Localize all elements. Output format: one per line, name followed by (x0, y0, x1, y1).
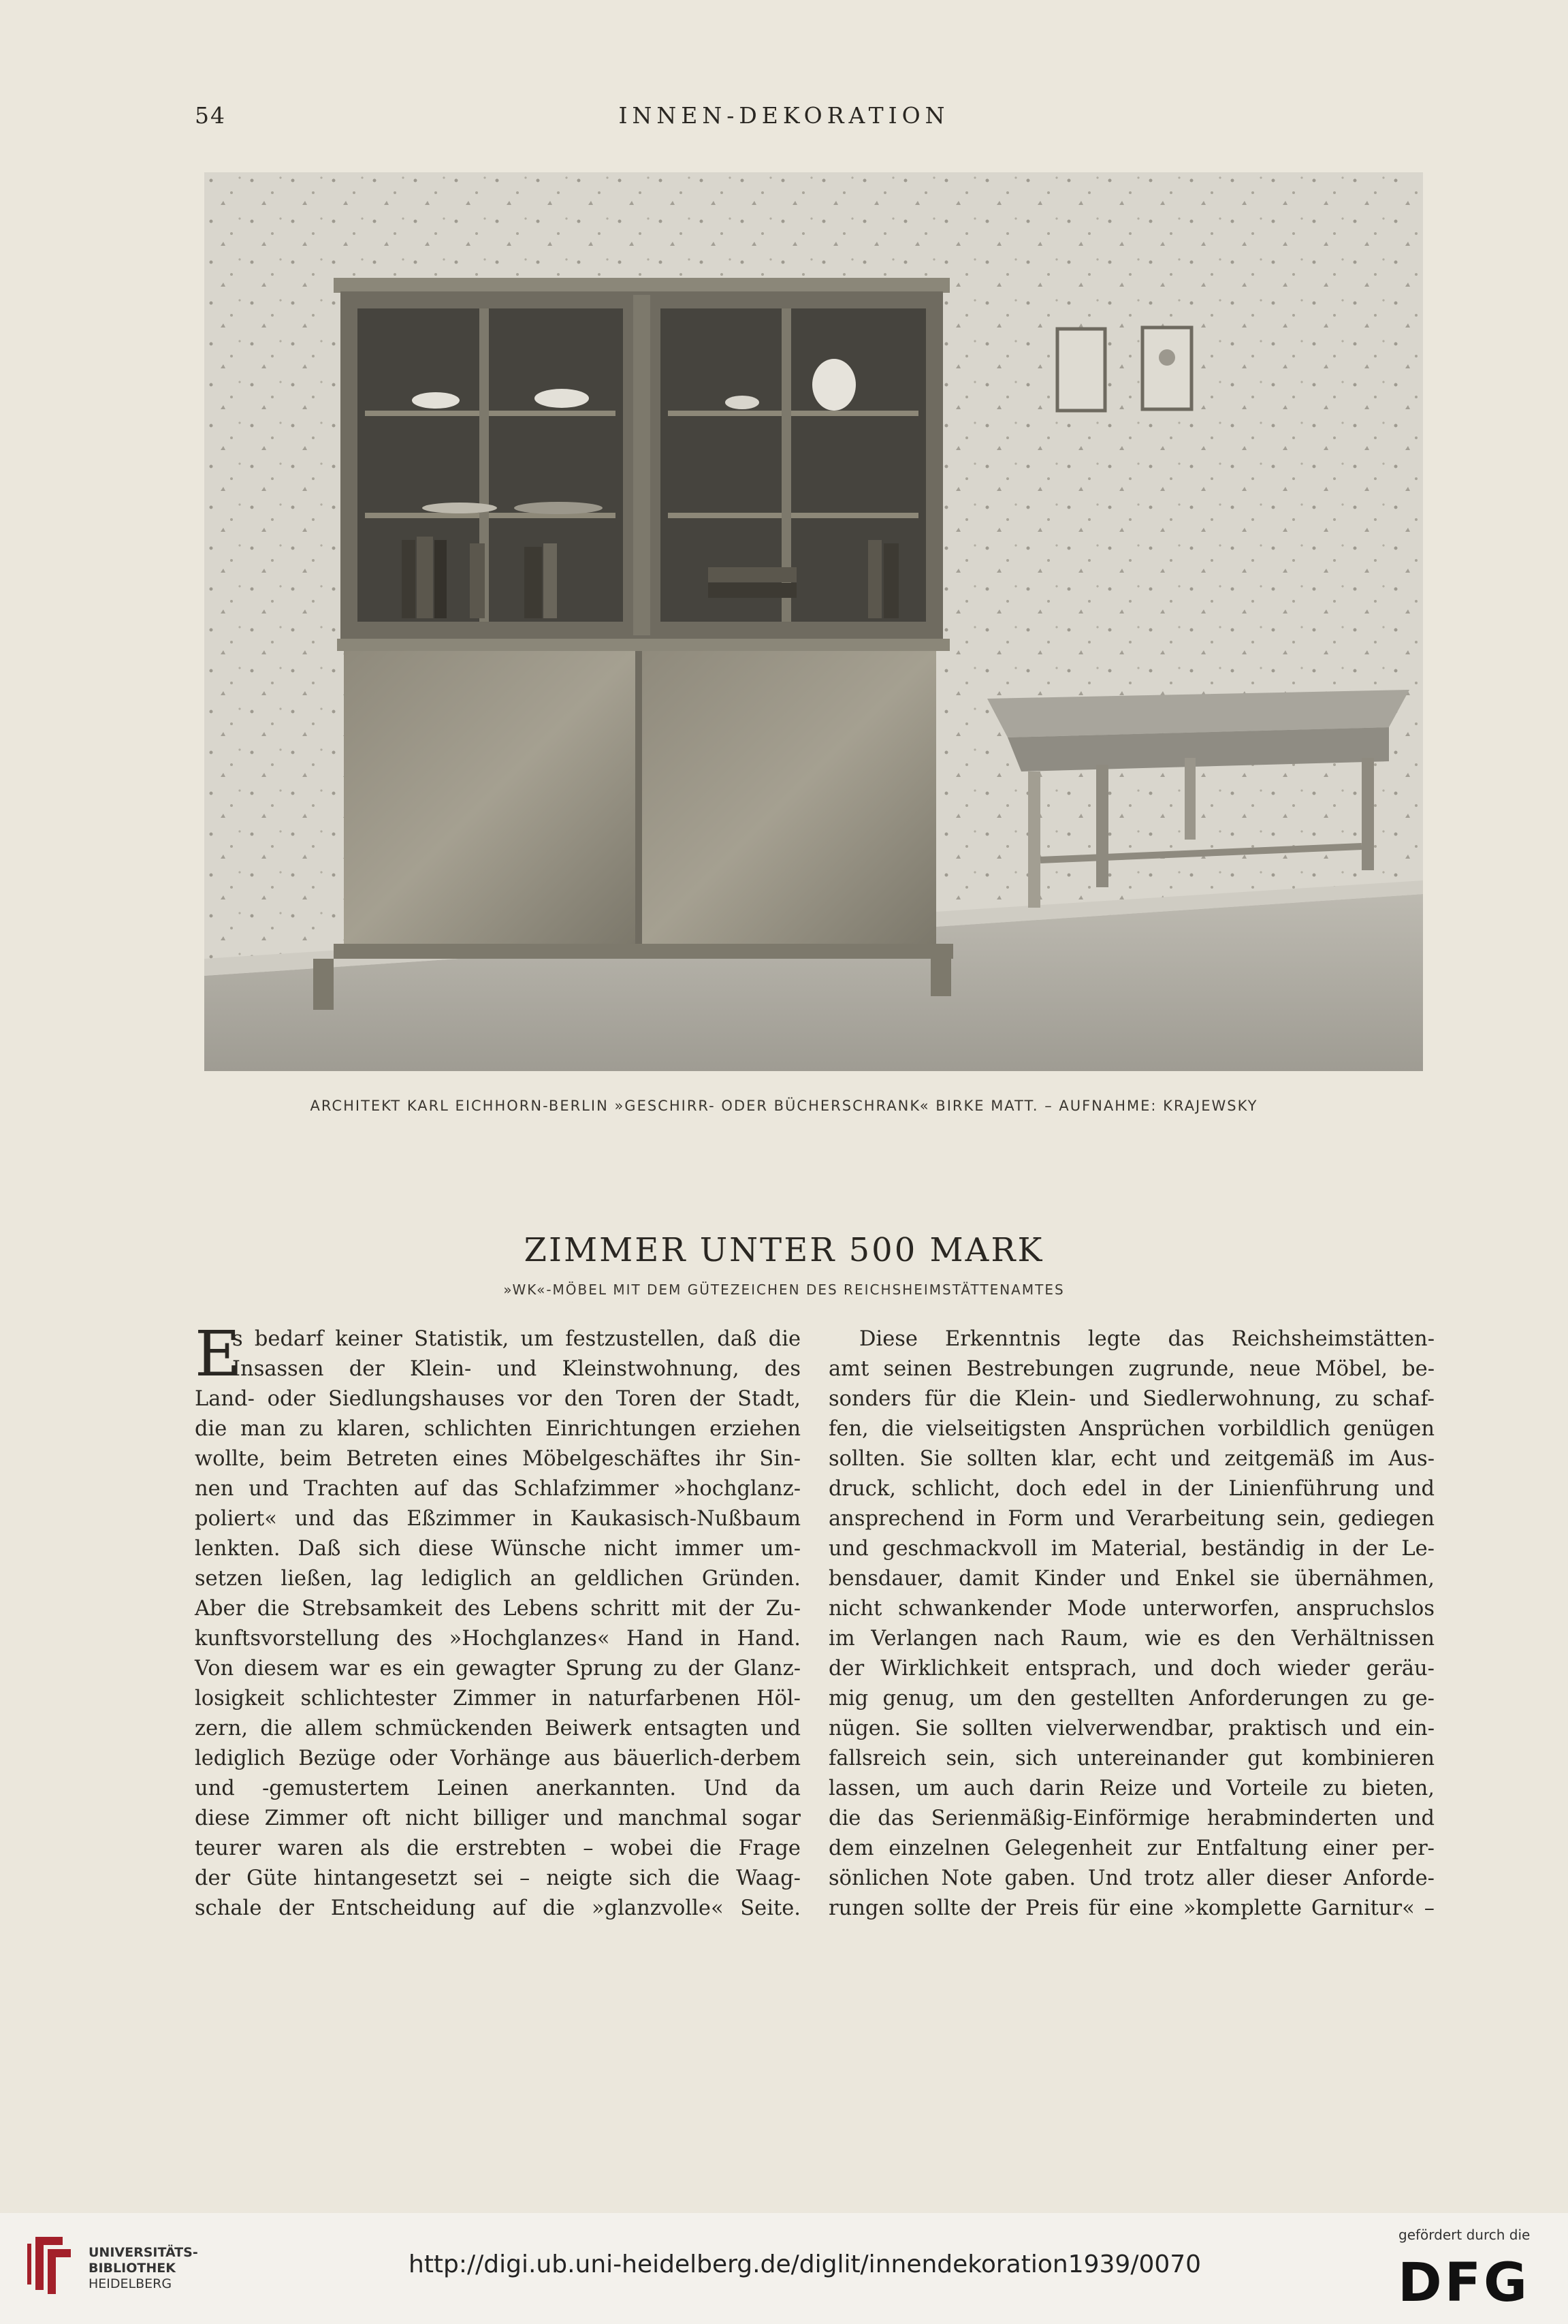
paragraph-line: sollten. Sie sollten klar, echt und zeitgemäß im Aus- (829, 1447, 1435, 1471)
article-column-left (195, 1318, 801, 1924)
paragraph-line: und geschmackvoll im Material, beständig in der Le- (829, 1537, 1435, 1561)
footer-bar (0, 2213, 1568, 2324)
paragraph-line: Insassen der Klein- und Kleinstwohnung, des (232, 1357, 801, 1381)
paragraph-line: setzen ließen, lag lediglich an geldlichen Gründen. (195, 1567, 801, 1591)
paragraph-line: wollte, beim Betreten eines Möbelgeschäftes ihr Sin- (195, 1447, 801, 1471)
article-column-right (829, 1324, 1435, 1924)
dfg-logo: DFG (1398, 2253, 1531, 2314)
page-number: 54 (195, 102, 226, 129)
library-name: UNIVERSITÄTS- BIBLIOTHEK HEIDELBERG (89, 2245, 198, 2291)
paragraph-line: lediglich Bezüge oder Vorhänge aus bäuerlich-derbem (195, 1747, 801, 1770)
library-logo-icon (22, 2230, 76, 2301)
paragraph-line: Aber die Strebsamkeit des Lebens schritt mit der Zu- (195, 1597, 801, 1621)
paragraph-line: die man zu klaren, schlichten Einrichtungen erziehen (195, 1417, 801, 1441)
paragraph-line: mig genug, um den gestellten Anforderungen zu ge- (829, 1687, 1435, 1710)
paragraph-line: sönlichen Note gaben. Und trotz aller dieser Anforde- (829, 1866, 1435, 1890)
paragraph-line: die das Serienmäßig-Einförmige herabminderten und (829, 1806, 1435, 1830)
paragraph-line: s bedarf keiner Statistik, um festzustellen, daß die (232, 1327, 801, 1351)
paragraph-line: sonders für die Klein- und Siedlerwohnung, zu schaf- (829, 1387, 1435, 1411)
paragraph-line: Land- oder Siedlungshauses vor den Toren der Stadt, (195, 1387, 801, 1411)
paragraph-line: fallsreich sein, sich untereinander gut kombinieren (829, 1747, 1435, 1770)
paragraph-line: der Güte hintangesetzt sei – neigte sich die Waag- (195, 1866, 801, 1890)
paragraph-line: Diese Erkenntnis legte das Reichsheimstätten- (859, 1327, 1435, 1351)
furniture-photo (204, 172, 1423, 1071)
digitization-url-link[interactable]: http://digi.ub.uni-heidelberg.de/diglit/innendekoration1939/0070 (409, 2250, 1202, 2278)
paragraph-line: nen und Trachten auf das Schlafzimmer »hochglanz- (195, 1477, 801, 1501)
running-title: INNEN-DEKORATION (618, 102, 950, 129)
paragraph-line: diese Zimmer oft nicht billiger und manchmal sogar (195, 1806, 801, 1830)
paragraph-line: lassen, um auch darin Reize und Vorteile zu bieten, (829, 1777, 1435, 1800)
paragraph-line: poliert« und das Eßzimmer in Kaukasisch-Nußbaum (195, 1507, 801, 1531)
paragraph-line: amt seinen Bestrebungen zugrunde, neue Möbel, be- (829, 1357, 1435, 1381)
paragraph-line: druck, schlicht, doch edel in der Linienführung und (829, 1477, 1435, 1501)
paragraph-line: losigkeit schlichtester Zimmer in naturfarbenen Höl- (195, 1687, 801, 1710)
paragraph-line: Von diesem war es ein gewagter Sprung zu der Glanz- (195, 1657, 801, 1681)
paragraph-line: nicht schwankender Mode unterworfen, anspruchslos (829, 1597, 1435, 1621)
funder-label: gefördert durch die (1398, 2227, 1531, 2243)
paragraph-line: der Wirklichkeit entsprach, und doch wieder geräu- (829, 1657, 1435, 1681)
framed-picture (1057, 329, 1105, 411)
paragraph-line: im Verlangen nach Raum, wie es den Verhältnissen (829, 1627, 1435, 1651)
paragraph-line: dem einzelnen Gelegenheit zur Entfaltung einer per- (829, 1836, 1435, 1860)
paragraph-line: zern, die allem schmückenden Beiwerk entsagten und (195, 1717, 801, 1740)
paragraph-line: und -gemustertem Leinen anerkannten. Und da (195, 1777, 801, 1800)
paragraph-line: bensdauer, damit Kinder und Enkel sie übernähmen, (829, 1567, 1435, 1591)
paragraph-line: ansprechend in Form und Verarbeitung sein, gediegen (829, 1507, 1435, 1531)
paragraph-line: nügen. Sie sollten vielverwendbar, praktisch und ein- (829, 1717, 1435, 1740)
framed-picture (1142, 328, 1191, 409)
paragraph-line: fen, die vielseitigsten Ansprüchen vorbildlich genügen (829, 1417, 1435, 1441)
paragraph-line: schale der Entscheidung auf die »glanzvolle« Seite. (195, 1896, 801, 1920)
drop-cap: E (195, 1318, 241, 1390)
photo-caption: ARCHITEKT KARL EICHHORN-BERLIN »GESCHIRR- ODER BÜCHERSCHRANK« BIRKE MATT. – AUFNAHME: KRAJEWSKY (310, 1098, 1258, 1114)
paragraph-line: teurer waren als die erstrebten – wobei die Frage (195, 1836, 801, 1860)
paragraph-line: kunftsvorstellung des »Hochglanzes« Hand in Hand. (195, 1627, 801, 1651)
article-title: ZIMMER UNTER 500 MARK (524, 1231, 1044, 1269)
paragraph-line: lenkten. Daß sich diese Wünsche nicht immer um- (195, 1537, 801, 1561)
glass-front-cabinet (313, 278, 953, 1010)
article-subtitle: »WK«-MÖBEL MIT DEM GÜTEZEICHEN DES REICHSHEIMSTÄTTENAMTES (503, 1282, 1065, 1298)
paragraph-line: rungen sollte der Preis für eine »komplette Garnitur« – (829, 1896, 1435, 1920)
page-header (0, 102, 1568, 143)
